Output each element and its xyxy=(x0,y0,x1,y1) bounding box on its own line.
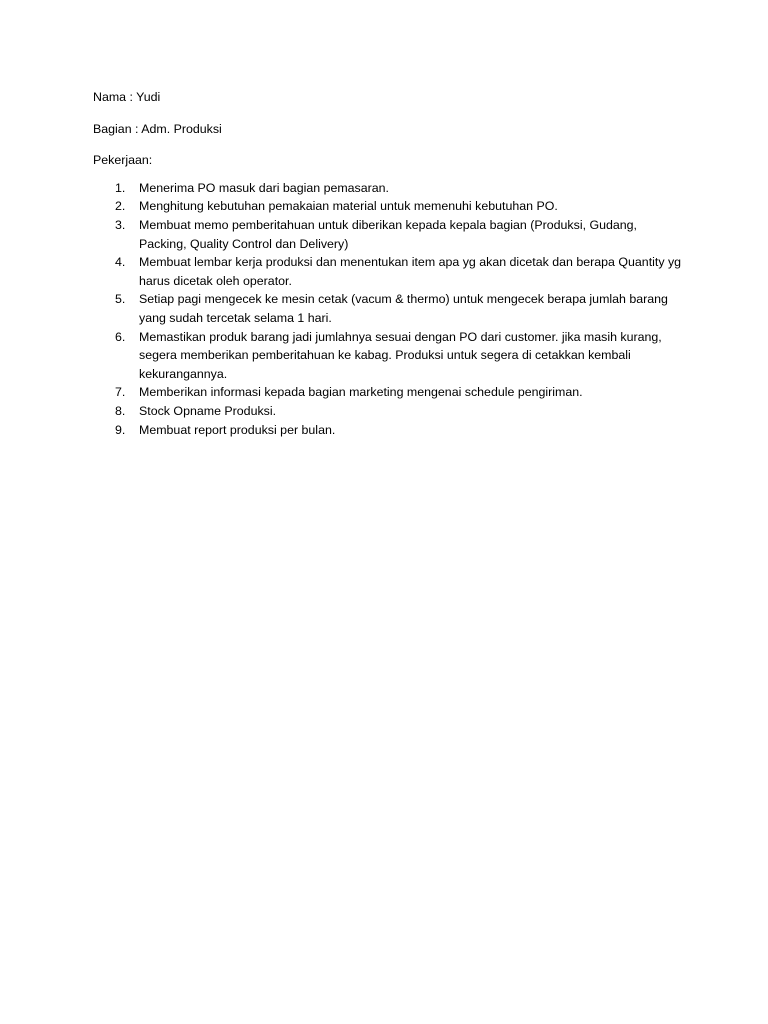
task-text: Membuat lembar kerja produksi dan menentukan item apa yg akan dicetak dan berapa Quantity yg harus dicetak oleh operator. xyxy=(139,255,682,288)
task-number: 3. xyxy=(115,217,126,232)
task-item xyxy=(93,197,683,216)
task-text: Membuat report produksi per bulan. xyxy=(139,422,336,437)
task-text: Memberikan informasi kepada bagian marketing mengenai schedule pengiriman. xyxy=(139,385,583,400)
task-number: 7. xyxy=(115,385,126,400)
task-number: 5. xyxy=(115,292,126,307)
task-item xyxy=(93,421,683,440)
document-body xyxy=(93,88,683,439)
task-number: 8. xyxy=(115,403,126,418)
task-text: Membuat memo pemberitahuan untuk diberikan kepada kepala bagian (Produksi, Gudang, Packing, Quality Control dan Delivery) xyxy=(139,217,637,251)
task-number: 4. xyxy=(115,255,126,270)
task-text: Setiap pagi mengecek ke mesin cetak (vacum & thermo) untuk mengecek berapa jumlah barang yang sudah tercetak selama 1 hari. xyxy=(139,292,668,325)
task-number: 1. xyxy=(115,180,126,195)
task-text: Menerima PO masuk dari bagian pemasaran. xyxy=(139,180,389,195)
task-item xyxy=(93,383,683,402)
task-item xyxy=(93,402,683,421)
name-line: Nama : Yudi xyxy=(93,90,161,104)
tasks-heading: Pekerjaan: xyxy=(93,153,153,168)
task-text: Memastikan produk barang jadi jumlahnya sesuai dengan PO dari customer. jika masih kurang, segera memberikan pemberitahuan ke kabag. Produksi untuk segera di cetakkan kembali kekurangannya. xyxy=(139,329,662,381)
task-number: 9. xyxy=(115,422,126,437)
task-number: 6. xyxy=(115,329,126,344)
task-item xyxy=(93,253,683,290)
task-text: Stock Opname Produksi. xyxy=(139,403,277,418)
task-number: 2. xyxy=(115,199,126,214)
task-item xyxy=(93,179,683,198)
task-item xyxy=(93,216,683,253)
task-item xyxy=(93,328,683,384)
task-item xyxy=(93,290,683,327)
task-list xyxy=(93,179,683,439)
task-text: Menghitung kebutuhan pemakaian material untuk memenuhi kebutuhan PO. xyxy=(139,199,558,214)
department-line: Bagian : Adm. Produksi xyxy=(93,121,222,136)
